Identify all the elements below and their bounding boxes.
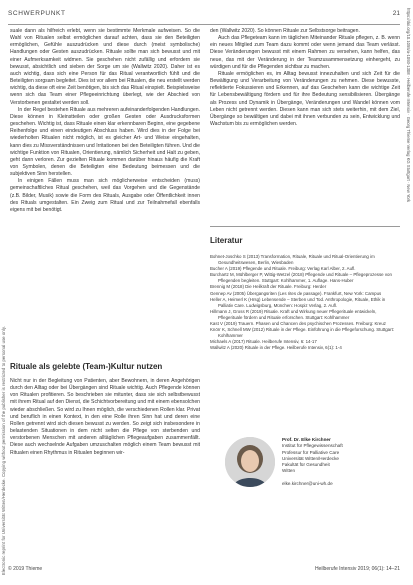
right-column-text — [210, 28, 400, 128]
author-affiliation-line: Professur für Palliative Care — [282, 449, 340, 455]
reference-item: Brennig M (2018) Die Heilkraft der Rituale. Freiburg: Herder — [210, 284, 327, 290]
paragraph: Auch das Pflegeteam kann im täglichen Miteinander Rituale pflegen, z. B. wenn ein neues Mitglied zum Team dazu kommt oder wenn jemand das Team verlässt. Diese Veränderungen bewusst mit einem Rahmen zu versehen, kann helfen, das neue, das mit der Veränderung in der Teamzusammensetzung einhergeht, zu würdigen und für die Pflegenden sichtbar zu machen. — [210, 35, 400, 70]
reference-item: Burchartz M, Mühlberger P, Wittig-Wetzel (2018) Pflegende und Rituale – Pflegeprozesse von Pflegenden begleiten. Stuttgart: Kohlhammer, 1. Auflage. Hans-Huber — [210, 272, 392, 284]
author-affiliation-line: Universität Witten/Herdecke — [282, 455, 339, 461]
author-affiliation-line: Institut für Pflegewissenschaft — [282, 443, 343, 449]
author-email: elke.kirchner@uni-wh.de — [282, 480, 333, 486]
reference-item: Bucher A (2019) Pflegende und Rituale. Freiburg: Verlag Karl Alber, 2. Aufl. — [210, 266, 356, 272]
author-name: Prof. Dr. Elke Kirchner — [282, 437, 331, 442]
divider — [210, 226, 400, 227]
page-footer — [8, 566, 400, 576]
reference-item: Knörr K, Schnell MW (2012) Rituale in der Pflege. Einführung in die Pflegeforschung. Stuttgart: Kohlhammer — [210, 327, 395, 339]
section-title: SCHWERPUNKT — [8, 10, 66, 17]
author-affiliation-line: Fakultät für Gesundheit — [282, 462, 330, 468]
reference-list — [210, 254, 400, 352]
paragraph: In einigen Fällen muss man sich möglicherweise entscheiden (muss) gemeinschaftliches Ritual geschehen, weil das Vorgehen und die Gegenstände (z.B. Bilder, Musik) sowie die Form des Rituals, Ausgabe oder Öffentlichkeit innen des Rituals umgestalten. Ein Zweig zum Ritual und zur Teilnahmefall ebenfalls eigens mit bei benötigt. — [10, 178, 200, 213]
left-margin-note — [1, 30, 8, 575]
reference-item: Gennep Av (2005) Übergangsriten (Les rites de passage). Frankfurt, New York: Campus — [210, 290, 382, 296]
author-affiliation-line: Witten — [282, 468, 296, 474]
left-column-text-2 — [10, 378, 200, 457]
paragraph: Rituale ermöglichen es, im Alltag bewusst innezuhalten und sich Zeit für die Bewältigung und Verarbeitung von Veränderungen zu nehmen. Diese bewusste, reflektierte Fokussieren und Erkennen, auf das Geschehen kann die wichtige Zeit für Lebensbewältigung fördern und für ihre Bedeutung sensibilisieren. Übergänge als Prozess und Dynamik in Übergänge, Veränderungen und Wandel können vom Leben nicht getrennt werden. Diesen kann man sich stets weiterhin, mit dem Ziel, Übergänge so bewältigen und dabei mit ihnen verbunden zu sein, Entwicklung und Wachstum bis zu ermöglichen werden. — [210, 70, 400, 128]
paragraph: In der Regel bestehen Rituale aus mehreren aufeinanderfolgenden Handlungen. Diese können in Kleinstteilen oder großen Gesten oder Ausdrucksformen geschehen. Wichtig ist, dass Rituale einen klar erkennbaren Beginn, eine gegebene Reihenfolge und einen eindeutigen Abschluss haben. Wird dies in der Folge bei wiederholten Ritualen nicht möglich, ist es gleicher Art- und Weise eingehalten, kann dies zu Missverständnissen und Irritationen bei den Beteiligten führen. Und die wichtige Funktion von Ritualen, Orientierung, nämlich Sicherheit und Halt zu geben, geht dann verloren. Zur gezielten Rituale kommen darüber hinaus häufig die Kraft von Symbolen, denen die Beteiligten eine Bedeutung beimessen und die subjektiven Sinn herstellen. — [10, 106, 200, 178]
paragraph: suale dann als hilfreich erlebt, wenn sie bestimmte Merkmale aufweisen. So die Wahl von Ritualen selbst ermöglichen darauf achten, dass sie den Beteiligten ermöglichen, Gefühle auszudrücken und diese durch (meist symbolische) Handlungen oder Gesten auszudrücken. Rituale sollte man sich bewusst und mit einer Aufmerksamkeit widmen. Sie geschehen nicht zufällig und erfordern sie bewusst, absichtlich und sieben der Sorge um sie (Wallwitz 2020). Daher ist es auch wichtig, dass sich eine Person für das Ritual verantwortlich fühlt und die Beteiligten sorgsam begleitet. Dies ist vor allem bei Ritualen, die neu erstellt werden wichtig, da diese oft eine Zeit benötigen, bis sich das Ritual einspielt. Beispielsweise wenn sich das Team einer Pflegeeinrichtung überlegt, wie der Abschied von Verstorbenen gestaltet werden soll. — [10, 28, 200, 106]
reference-item: Heller A, Heimerl K (Hrsg) Lebensende – Sterben und Tod. Anthropologie, Rituale, Ethik in Palliativ Care. Ludwigsburg, München: Hospiz Verlag, 2. Aufl. — [210, 296, 386, 308]
page-number: 21 — [392, 10, 400, 17]
section-heading: Rituale als gelebte (Team-)Kultur nutzen — [10, 362, 163, 371]
right-margin-note — [404, 8, 411, 573]
paragraph: Nicht nur in der Begleitung von Patienten, aber Bewohnern, in deren Angehörigen durch den Alltag oder bei Übergängen sind Rituale wichtig. Auch Pflegende können von Ritualen profitieren. So beschrieben sie mitunter, dass sie sich selbstbewusst mit ihrem Ritual auf den Dienst, die Schichtvorbereitung und mit einem ebensolchen wieder abschließen. So wird zu Ihnen möglich, die verschiedenen Rollen klar. Privat und beruflich in einen Kontext, in den eine Rolle ihren Sinn hat und deren eine Rollen getrennt wird sich diesen bewusst zu werden. So zeigt sich insbesondere in belastenden Situationen in dem nicht selten die Pflege von sterbenden und verstorbenen Menschen mit anderen alltäglichen Pflegeaufgaben zusammenfällt. Diese auch wechselnde Aufgaben umzuschalten möglich einem Team bewusst mit Ritualen einen Rhythmus in Ritualen beginnen wir- — [10, 378, 200, 456]
left-column-text — [10, 28, 200, 214]
running-header — [8, 6, 400, 25]
author-photo — [225, 437, 275, 487]
paragraph: den (Wallwitz 2020). So können Rituale zur Selbstsorge beitragen. — [210, 28, 360, 34]
literature-heading: Literatur — [210, 236, 243, 245]
author-bio — [282, 437, 400, 487]
footer-copyright: © 2019 Thieme — [8, 566, 43, 572]
reference-item: Hillmann J, Gross R (2019) Rituale. Kraft und Wirkung neuer Pflegerituale entwickeln, Pflegerituale fördern und Rituale erforschen. Stuttgart: Kohlhammer — [210, 308, 377, 320]
footer-citation: Heilberufe Intensiv 2019; 06(1): 14–21 — [314, 566, 400, 572]
doi-notice: https://doi.org/10.1055/a-1093-1308 · Heilberufe Intensiv · Georg Thieme Verlag KG Stuttgart · New York — [406, 8, 411, 203]
reference-item: Bohnet-Joschko S (2013) Transformation, Rituale, Rituale und Ritual-Orientierung im Gesundheitswesen, Berlin, Wiesbaden — [210, 254, 375, 266]
reference-item: Kast V (2019) Trauern. Phasen und Chancen des psychischen Prozesses. Freiburg: Kreuz — [210, 321, 386, 327]
reference-item: Wallwitz A (2020) Rituale in der Pflege. Heilberufe Intensiv, 6(1): 1-4 — [210, 345, 342, 351]
reference-item: Michaels A (2017) Rituale. Heilberufe Intensiv, 6: 14-17 — [210, 339, 317, 345]
copyright-notice: Electronic reprint for Universität Witten/Herdecke. Copying without permission of the publisher is restricted to personal use only. — [1, 325, 6, 575]
